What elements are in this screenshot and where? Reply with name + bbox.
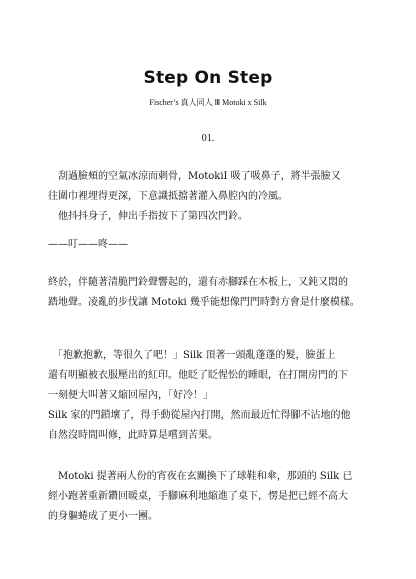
body-line: 踏地聲。凌亂的步伐讓 Motoki 幾乎能想像門門時對方會是什麼模樣。	[48, 297, 360, 308]
chapter-number: 01.	[201, 133, 215, 144]
document-subtitle: Fischer’s 真人同人 Ⅲ Motoki x Silk	[149, 98, 267, 107]
body-line: 還有明顯被衣服壓出的紅印。他眨了眨惺忪的睡眼，在打開房門的下	[48, 370, 348, 381]
body-line: 往圍巾裡埋得更深，下意識抵擋著灌入鼻腔內的冷風。	[48, 191, 288, 202]
body-line: 他抖抖身子，伸出手指按下了第四次門鈴。	[48, 211, 248, 222]
body-line: ——叮——咚——	[48, 239, 128, 250]
document-title: Step On Step	[143, 68, 273, 88]
body-line: Motoki 提著兩人份的宵夜在玄關換下了球鞋和傘，那頭的 Silk 已	[48, 471, 353, 482]
body-line: 刮過臉頰的空氣冰涼而刺骨，MotokiI 吸了吸鼻子，將半張臉又	[48, 171, 341, 182]
body-line: Silk 家的門鎖壞了，得手動從屋內打開，然而最近忙得腳不沾地的他	[48, 410, 351, 421]
body-line: 一刻便大叫著又縮回屋內，「好冷！」	[48, 390, 213, 401]
body-line: 「抱歉抱歉，等很久了吧！」Silk 頂著一頭亂蓬蓬的髮，臉蛋上	[48, 350, 336, 361]
body-line: 的身軀蜷成了更小一團。	[48, 511, 158, 522]
body-line: 自然沒時間叫修，此時算是嚐到苦果。	[48, 430, 218, 441]
body-line: 經小跑著重新鑽回暖桌，手腳麻利地縮進了桌下，愣是把已經不高大	[48, 491, 348, 502]
body-line: 終於，伴隨著清脆門鈴聲響起的，還有赤腳踩在木板上，又鈍又悶的	[48, 277, 348, 288]
